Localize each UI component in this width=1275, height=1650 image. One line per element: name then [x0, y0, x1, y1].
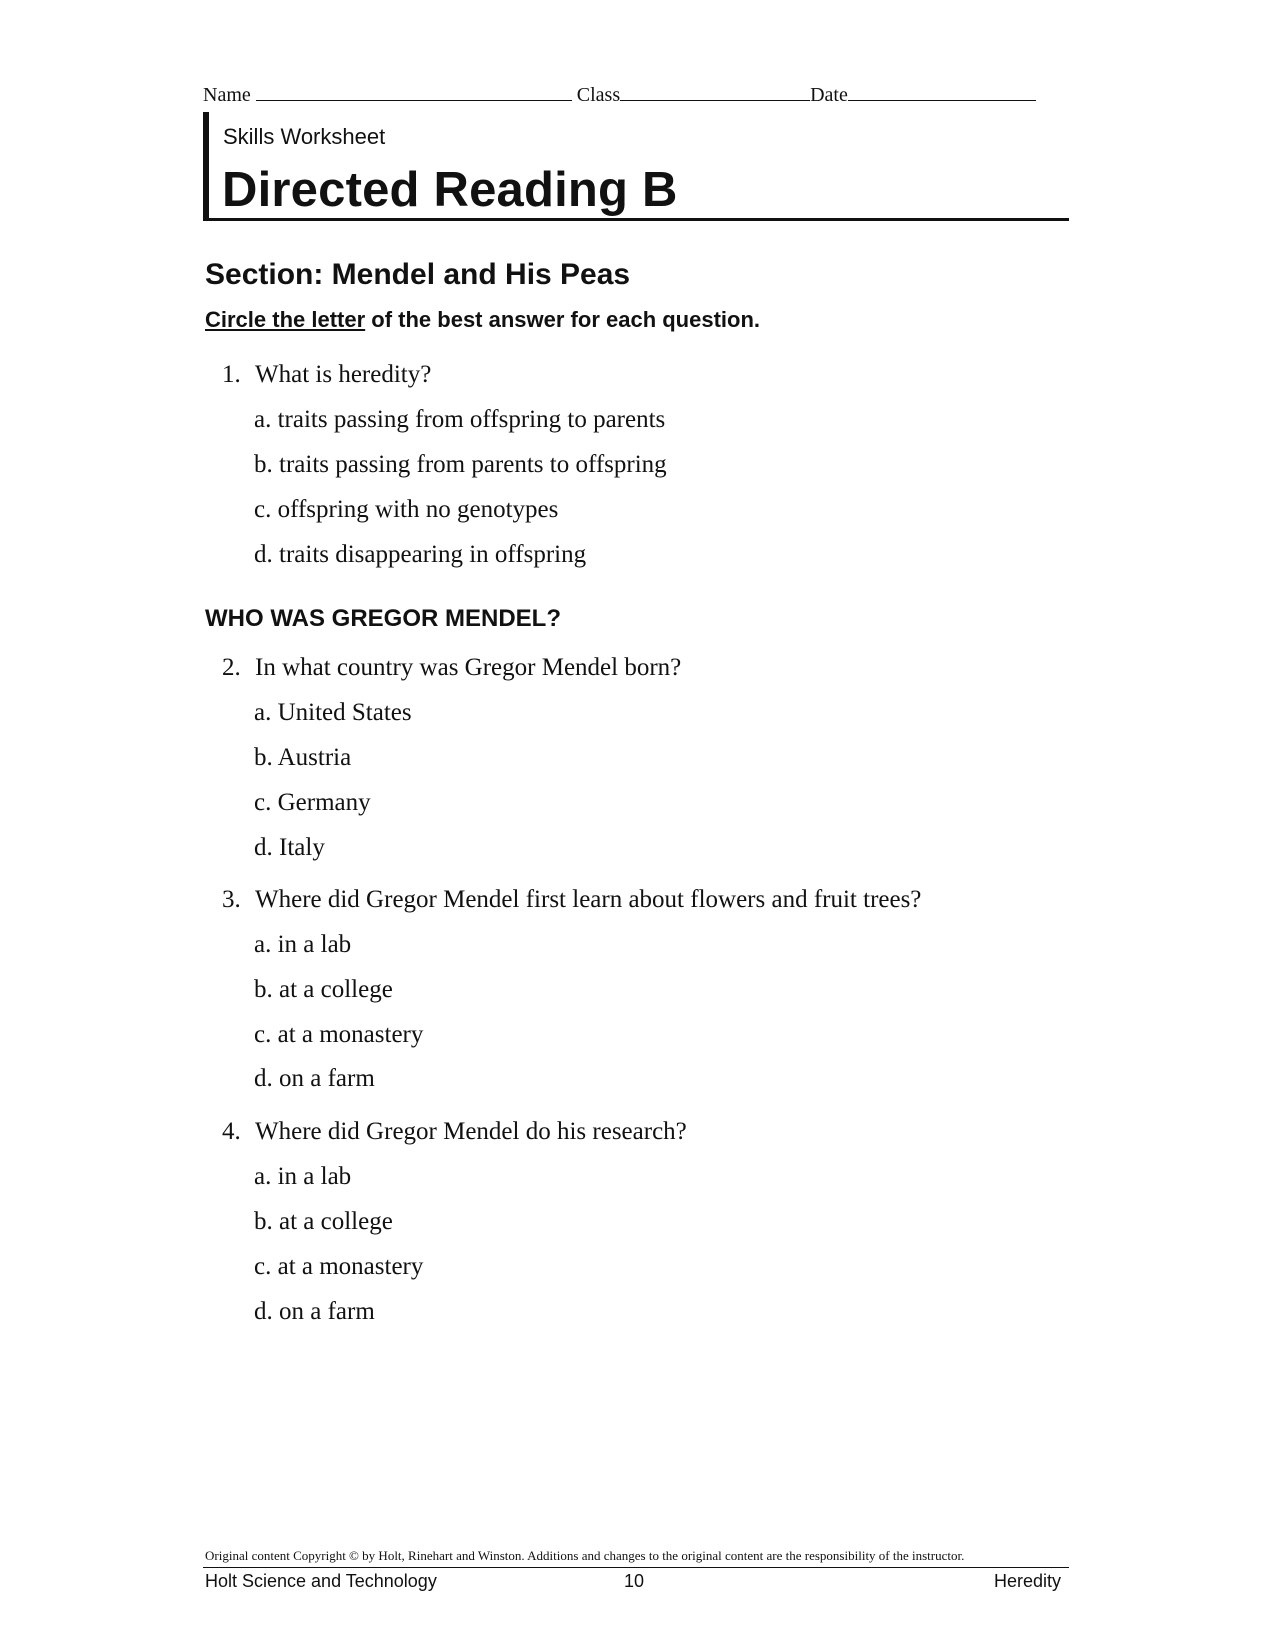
option-3a[interactable]: a. in a lab — [254, 931, 352, 958]
option-1b[interactable]: b. traits passing from parents to offspring — [254, 451, 667, 478]
option-2b[interactable]: b. Austria — [254, 744, 352, 771]
title-block — [203, 112, 1069, 221]
question-number: 1. — [222, 361, 241, 388]
question-number: 2. — [222, 654, 241, 681]
question-2 — [222, 654, 681, 682]
question-text: Where did Gregor Mendel first learn about flowers and fruit trees? — [255, 886, 922, 913]
option-4b[interactable]: b. at a college — [254, 1208, 393, 1235]
option-4c[interactable]: c. at a monastery — [254, 1253, 424, 1280]
footer-divider — [203, 1567, 1069, 1568]
question-1 — [222, 361, 431, 389]
question-number: 3. — [222, 886, 241, 913]
page-number: 10 — [624, 1571, 645, 1591]
option-3b[interactable]: b. at a college — [254, 976, 393, 1003]
name-class-date-line — [203, 84, 1036, 107]
date-field[interactable] — [848, 84, 1036, 101]
subheading: WHO WAS GREGOR MENDEL? — [205, 605, 561, 632]
footer-publisher: Holt Science and Technology — [205, 1571, 437, 1591]
question-text: What is heredity? — [255, 361, 432, 388]
instruction — [205, 307, 760, 333]
option-3d[interactable]: d. on a farm — [254, 1065, 375, 1092]
instruction-underlined: Circle the letter — [205, 307, 366, 332]
option-1c[interactable]: c. offspring with no genotypes — [254, 496, 559, 523]
option-4a[interactable]: a. in a lab — [254, 1163, 352, 1190]
option-3c[interactable]: c. at a monastery — [254, 1021, 424, 1048]
question-text: In what country was Gregor Mendel born? — [255, 654, 682, 681]
footer-chapter: Heredity — [994, 1571, 1062, 1591]
option-2a[interactable]: a. United States — [254, 699, 412, 726]
class-field[interactable] — [620, 84, 810, 101]
option-1d[interactable]: d. traits disappearing in offspring — [254, 541, 587, 568]
question-text: Where did Gregor Mendel do his research? — [255, 1118, 687, 1145]
option-2c[interactable]: c. Germany — [254, 789, 371, 816]
copyright-notice: Original content Copyright © by Holt, Rinehart and Winston. Additions and changes to the original content are the responsibility of the instructor. — [205, 1548, 965, 1563]
option-4d[interactable]: d. on a farm — [254, 1298, 375, 1325]
class-label: Class — [576, 84, 621, 106]
worksheet-title: Directed Reading B — [222, 163, 678, 217]
question-4 — [222, 1118, 687, 1146]
option-2d[interactable]: d. Italy — [254, 834, 325, 861]
option-1a[interactable]: a. traits passing from offspring to parents — [254, 406, 666, 433]
name-field[interactable] — [256, 84, 572, 101]
question-number: 4. — [222, 1118, 241, 1145]
instruction-rest: of the best answer for each question. — [365, 307, 761, 332]
date-label: Date — [810, 84, 848, 106]
title-accent-bar — [203, 112, 209, 219]
section-title: Section: Mendel and His Peas — [205, 258, 631, 291]
name-label: Name — [203, 84, 251, 106]
worksheet-type: Skills Worksheet — [223, 124, 386, 149]
question-3 — [222, 886, 921, 914]
